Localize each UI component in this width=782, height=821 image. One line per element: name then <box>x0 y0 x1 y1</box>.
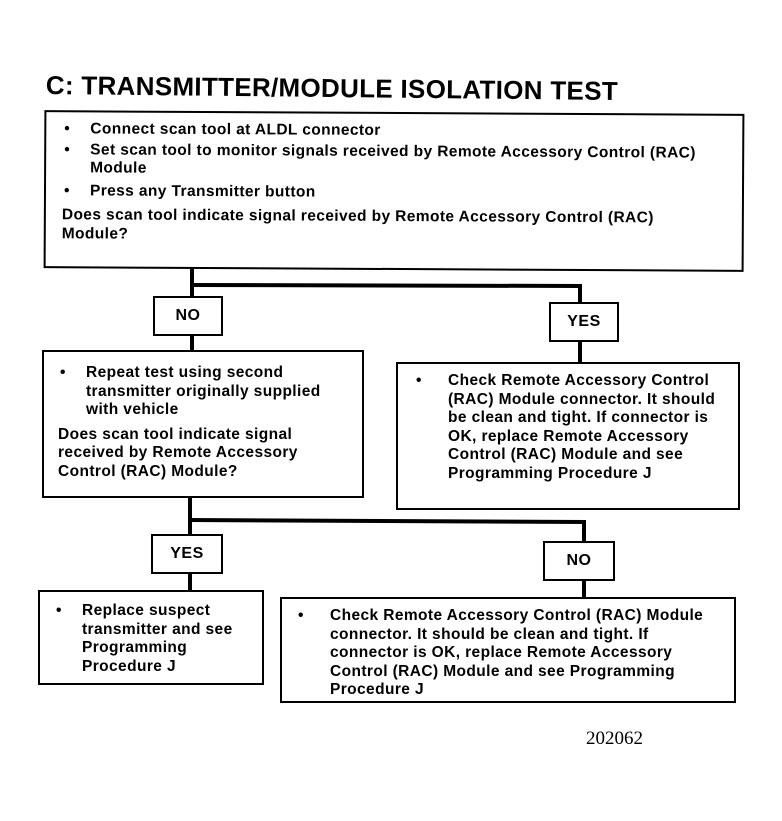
connector-branch1-bar <box>190 285 582 286</box>
bullet-text: Check Remote Accessory Control (RAC) Module connector. It should be clean and tight. If connector is OK, replace Remote Accessory Control (RAC) Module and see Programming Procedure J <box>330 607 704 698</box>
bullet-text: Set scan tool to monitor signals received by Remote Accessory Control (RAC) Module <box>90 140 696 177</box>
top-step-box <box>44 110 745 272</box>
left-bullet-1 <box>58 364 352 420</box>
bottom-left-step-box <box>38 590 264 685</box>
bullet-icon: • <box>60 364 66 381</box>
bullet-text: Replace suspect transmitter and see Programming Procedure J <box>82 602 233 675</box>
left-question: Does scan tool indicate signal received by Remote Accessory Control (RAC) Module? <box>58 425 298 480</box>
bullet-icon: • <box>56 602 62 619</box>
bullet-text: Check Remote Accessory Control (RAC) Module connector. It should be clean and tight. If connector is OK, replace Remote Accessory Control (RAC) Module and see Programming Procedure J <box>448 372 716 482</box>
bullet-text: Press any Transmitter button <box>89 181 316 201</box>
connector-branch2-bar <box>188 520 586 522</box>
left-step-box <box>42 350 364 498</box>
bullet-text: Repeat test using second transmitter originally supplied with vehicle <box>86 364 321 418</box>
figure-code: 202062 <box>586 728 643 749</box>
bullet-icon: • <box>64 140 71 158</box>
bullet-icon: • <box>416 372 422 389</box>
bullet-icon: • <box>64 120 71 138</box>
right-bullet-1 <box>414 372 726 483</box>
no-label-1: NO <box>153 296 223 336</box>
yes-label-1: YES <box>549 302 619 342</box>
bullet-text: Connect scan tool at ALDL connector <box>90 120 381 139</box>
page-title: C: TRANSMITTER/MODULE ISOLATION TEST <box>45 70 619 106</box>
bullet-icon: • <box>298 607 304 624</box>
top-question: Does scan tool indicate signal received by Remote Accessory Control (RAC) Module? <box>61 206 654 243</box>
top-bullet-2 <box>62 141 728 181</box>
yes-label-2: YES <box>151 534 223 574</box>
bottom-right-step-box <box>280 597 736 703</box>
bullet-icon: • <box>63 181 70 199</box>
no-label-2: NO <box>543 541 615 581</box>
bottom-right-bullet-1 <box>296 607 722 700</box>
bottom-left-bullet-1 <box>54 602 254 676</box>
right-step-box <box>396 362 740 510</box>
top-bullet-1 <box>62 120 728 142</box>
top-bullet-3 <box>62 182 728 204</box>
